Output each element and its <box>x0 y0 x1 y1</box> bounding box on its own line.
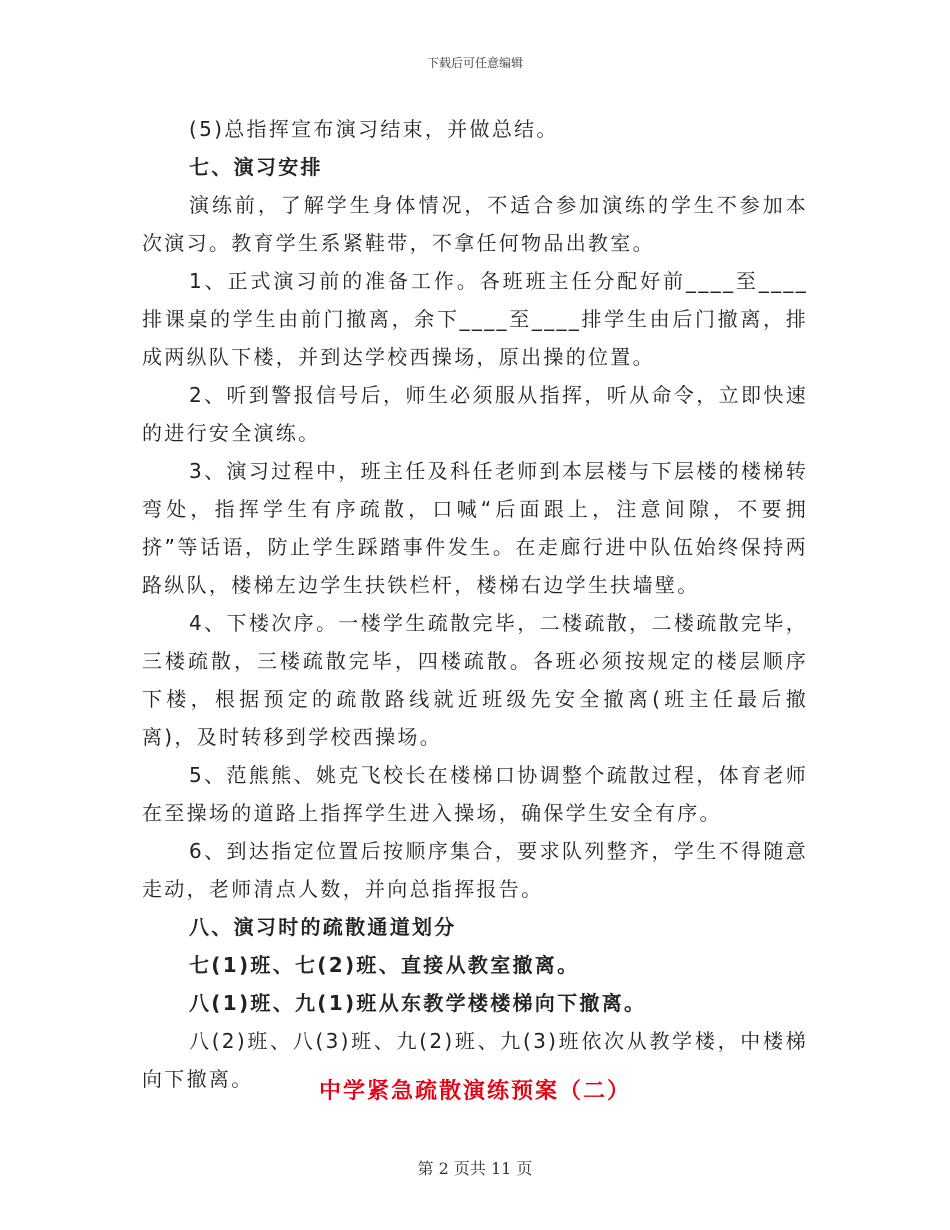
paragraph-pre-drill: 演练前，了解学生身体情况，不适合参加演练的学生不参加本次演习。教育学生系紧鞋带，不拿任何物品出教室。 <box>142 193 808 255</box>
page-footer: 第 2 页共 11 页 <box>417 1159 533 1178</box>
route-east-stairs: 八(1)班、九(1)班从东教学楼楼梯向下撤离。 <box>189 991 647 1015</box>
paragraph-item-1: 1、正式演习前的准备工作。各班班主任分配好前____至____排课桌的学生由前门撤离，余下____至____排学生由后门撤离，排成两纵队下楼，并到达学校西操场，原出操的位置。 <box>142 269 808 369</box>
paragraph-item-3: 3、演习过程中，班主任及科任老师到本层楼与下层楼的楼梯转弯处，指挥学生有序疏散，口喊“后面跟上，注意间隙，不要拥挤”等话语，防止学生踩踏事件发生。在走廊行进中队伍始终保持两路纵队，楼梯左边学生扶铁栏杆，楼梯右边学生扶墙壁。 <box>142 459 808 597</box>
document-body <box>142 110 808 1098</box>
paragraph-item-2: 2、听到警报信号后，师生必须服从指挥，听从命令，立即快速的进行安全演练。 <box>142 383 808 445</box>
next-section-title: 中学紧急疏散演练预案（二） <box>318 1079 631 1104</box>
page-header: 下载后可任意编辑 <box>426 56 523 70</box>
paragraph-item-6: 6、到达指定位置后按顺序集合，要求队列整齐，学生不得随意走动，老师清点人数，并向总指挥报告。 <box>142 839 808 901</box>
paragraph-item-4: 4、下楼次序。一楼学生疏散完毕，二楼疏散，二楼疏散完毕，三楼疏散，三楼疏散完毕，四楼疏散。各班必须按规定的楼层顺序下楼，根据预定的疏散路线就近班级先安全撤离(班主任最后撤离)，及时转移到学校西操场。 <box>142 611 808 749</box>
paragraph-item-5: 5、范熊熊、姚克飞校长在楼梯口协调整个疏散过程，体育老师在至操场的道路上指挥学生进入操场，确保学生安全有序。 <box>142 763 808 825</box>
paragraph-summary-step: (5)总指挥宣布演习结束，并做总结。 <box>189 117 559 141</box>
section-heading-7: 七、演习安排 <box>189 155 323 179</box>
section-heading-8: 八、演习时的疏散通道划分 <box>189 915 457 939</box>
route-middle-stairs: 八(2)班、八(3)班、九(2)班、九(3)班依次从教学楼，中楼梯向下撤离。 <box>142 1029 808 1091</box>
route-grade7: 七(1)班、七(2)班、直接从教室撤离。 <box>189 953 580 977</box>
